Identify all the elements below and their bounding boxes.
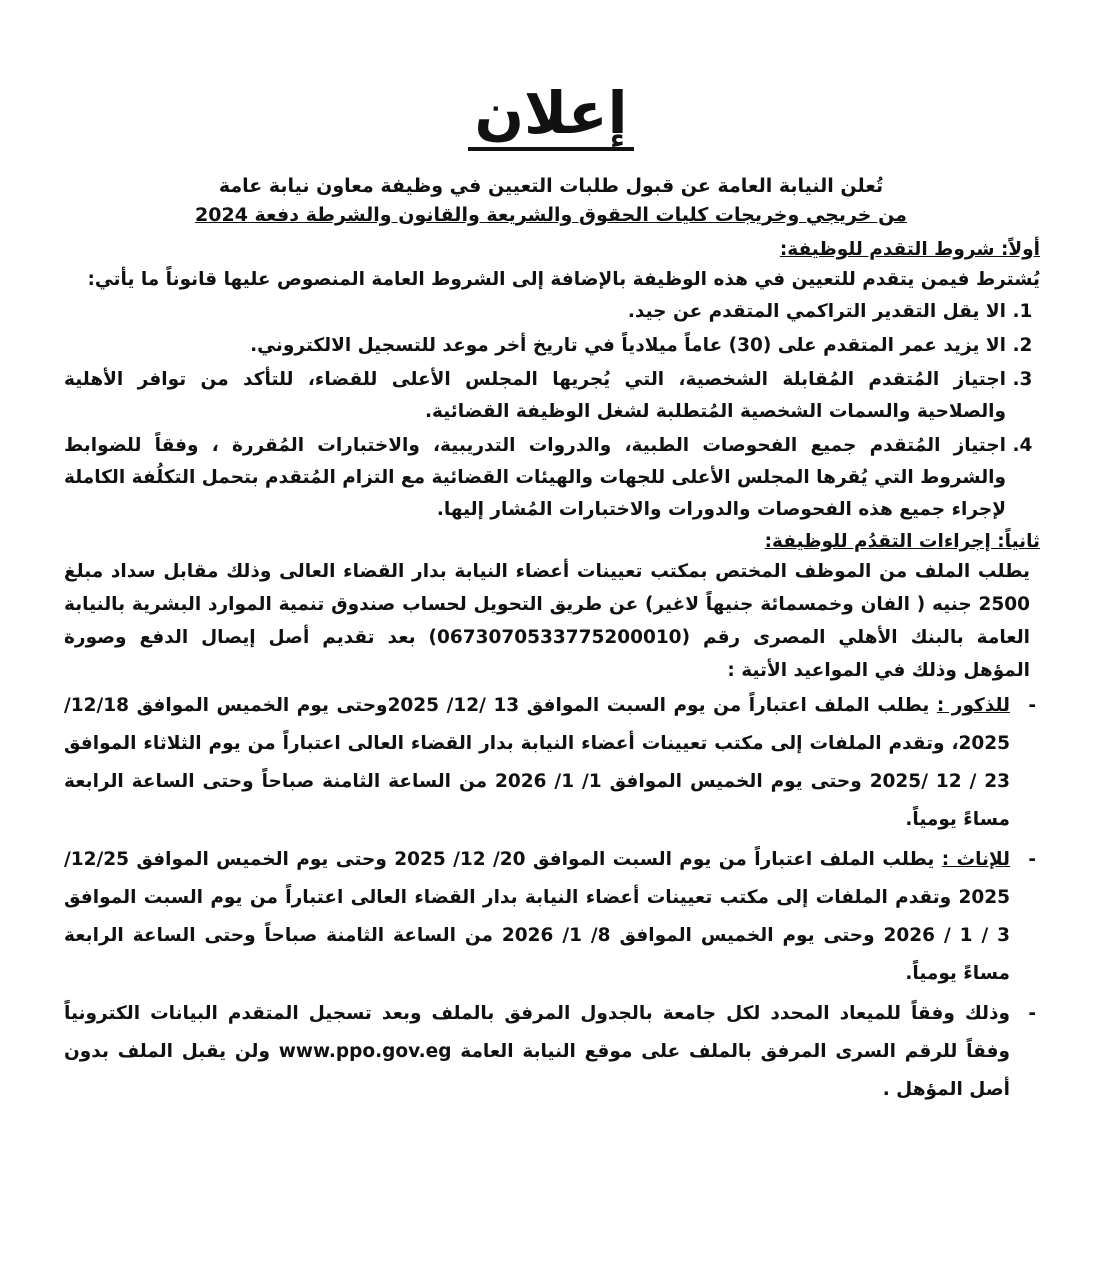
schedule-item-females bbox=[64, 841, 1010, 993]
note-text-after: ولن يقبل الملف بدون أصل المؤهل . bbox=[64, 1041, 1010, 1100]
schedule-item-note bbox=[64, 995, 1010, 1109]
bullet-label: للإناث : bbox=[941, 849, 1010, 870]
intro-line-1: تُعلن النيابة العامة عن قبول طلبات التعيين في وظيفة معاون نيابة عامة bbox=[218, 175, 884, 197]
website-link[interactable]: www.ppo.gov.eg bbox=[278, 1041, 452, 1062]
section1-heading: أولاً: شروط التقدم للوظيفة: bbox=[779, 239, 1040, 260]
conditions-list bbox=[64, 296, 1040, 526]
bullet-label: للذكور : bbox=[936, 695, 1010, 716]
condition-item: 1. الا يقل التقدير التراكمي المتقدم عن جيد. bbox=[64, 296, 1006, 328]
condition-item: 4. اجتياز المُتقدم جميع الفحوصات الطبية، والدروات التدريبية، والاختبارات المُقررة ، وفقاً للضوابط والشروط التي يُقرها المجلس الأعلى للجهات والهيئات القضائية مع التزام المُتقدم بتحمل التكلُفة الكاملة لإجراء جميع هذه الفحوصات والدورات والاختبارات المُشار إليها. bbox=[64, 430, 1006, 526]
note-text-before: وذلك وفقاً للميعاد المحدد لكل جامعة بالجدول المرفق بالملف وبعد تسجيل المتقدم البيانات الكترونياً وفقاً للرقم السرى المرفق بالملف على موقع النيابة العامة bbox=[64, 1003, 1011, 1062]
section1-lead: يُشترط فيمن يتقدم للتعيين في هذه الوظيفة بالإضافة إلى الشروط العامة المنصوص عليها قانوناً ما يأتي: bbox=[87, 269, 1040, 290]
section2-lead: يطلب الملف من الموظف المختص بمكتب تعيينات أعضاء النيابة بدار القضاء العالى وذلك مقابل سداد مبلغ 2500 جنيه ( الفان وخمسمائة جنيهاً لاغير) عن طريق التحويل لحساب صندوق تنمية الموارد البشرية بالنيابة العامة بالبنك الأهلي المصرى رقم (0673070533775200010) بعد تقديم أصل إيصال الدفع وصورة المؤهل وذلك في المواعيد الأتية : bbox=[64, 561, 1031, 681]
bullet-text: يطلب الملف اعتباراً من يوم السبت الموافق 20/ 12/ 2025 وحتى يوم الخميس الموافق 12/25/ 2025 وتقدم الملفات إلى مكتب تعيينات أعضاء النيابة بدار القضاء العالى اعتباراً من يوم السبت الموافق 3 / 1 / 2026 وحتى يوم الخميس الموافق 8/ 1/ 2026 من الساعة الثامنة صباحاً وحتى الساعة الرابعة مساءً يومياً. bbox=[64, 849, 1010, 984]
condition-item: 3. اجتياز المُتقدم المُقابلة الشخصية، التي يُجريها المجلس الأعلى للقضاء، للتأكد من توافر الأهلية والصلاحية والسمات الشخصية المُتطلبة لشغل الوظيفة القضائية. bbox=[64, 364, 1006, 428]
document-title: إعلان bbox=[0, 78, 1102, 148]
section2-heading: ثانياً: إجراءات التقدُم للوظيفة: bbox=[764, 531, 1040, 552]
intro bbox=[0, 172, 1102, 230]
schedule-list bbox=[64, 687, 1040, 1109]
intro-line-2: من خريجي وخريجات كليات الحقوق والشريعة والقانون والشرطة دفعة 2024 bbox=[195, 204, 907, 226]
document-body bbox=[64, 236, 1040, 1111]
schedule-item-males bbox=[64, 687, 1010, 839]
bullet-text: يطلب الملف اعتباراً من يوم السبت الموافق 13 /12/ 2025وحتى يوم الخميس الموافق 12/18/ 2025، وتقدم الملفات إلى مكتب تعيينات أعضاء النيابة بدار القضاء العالى اعتباراً من يوم الثلاثاء الموافق 23 / 12 /2025 وحتى يوم الخميس الموافق 1/ 1/ 2026 من الساعة الثامنة صباحاً وحتى الساعة الرابعة مساءً يومياً. bbox=[64, 695, 1011, 830]
condition-item: 2. الا يزيد عمر المتقدم على (30) عاماً ميلادياً في تاريخ أخر موعد للتسجيل الالكتروني. bbox=[64, 330, 1006, 362]
